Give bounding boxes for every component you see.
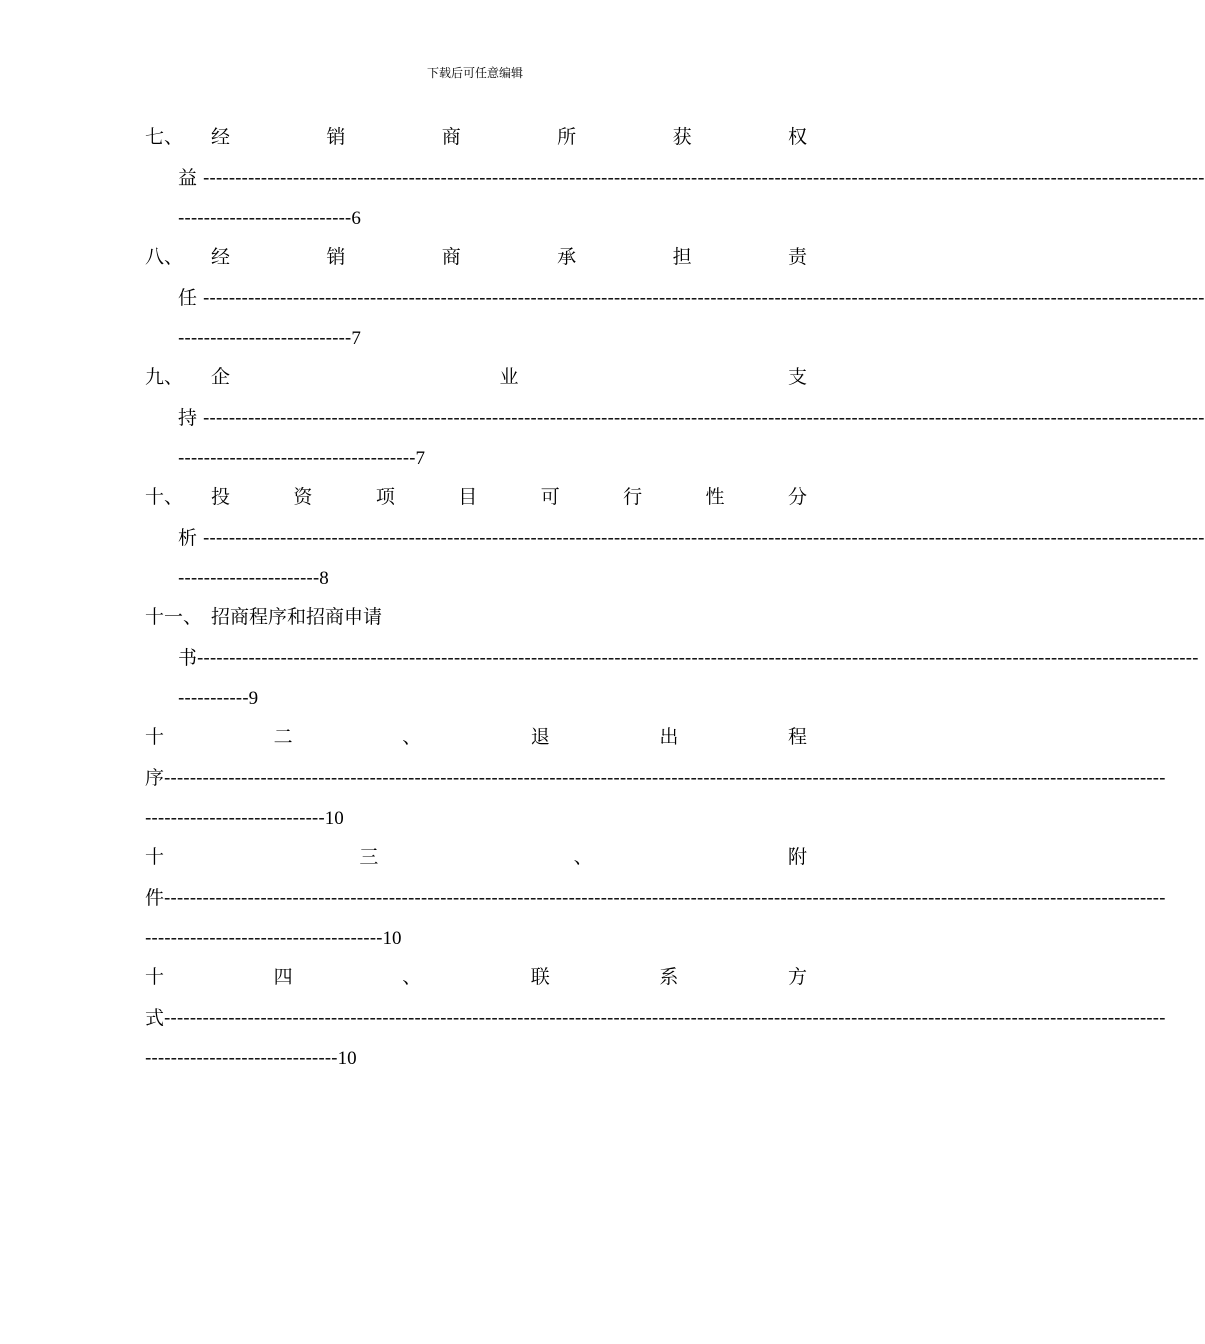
title-char: 承: [557, 246, 577, 268]
leader-dashes: ----------------------------: [145, 807, 325, 829]
title-char: 商: [441, 246, 461, 268]
toc-entry-13-tail: [145, 924, 402, 952]
cont-char: 益: [178, 167, 198, 189]
title-char: 十: [145, 846, 165, 868]
title-char: 退: [530, 726, 550, 748]
cont-char: 书: [178, 647, 198, 669]
toc-entry-13-cont: [145, 884, 1166, 912]
page-number[interactable]: 6: [351, 208, 361, 229]
toc-entry-9-title[interactable]: [211, 363, 807, 391]
toc-entry-9-tail: [178, 444, 425, 472]
toc-entry-13-title[interactable]: [145, 843, 807, 871]
title-char: 性: [705, 486, 725, 508]
leader-dashes: ------------------------------------------------------------------------------------------------------------------------------------------------------------: [203, 407, 1205, 429]
leader-dashes: ------------------------------------------------------------------------------------------------------------------------------------------------------------: [203, 287, 1205, 309]
title-char: 附: [787, 846, 807, 868]
toc-entry-14-title[interactable]: [145, 963, 807, 991]
title-char: 程: [787, 726, 807, 748]
toc-entry-7-prefix: 七、: [145, 126, 184, 148]
leader-dashes: ------------------------------------------------------------------------------------------------------------------------------------------------------------: [197, 647, 1199, 669]
toc-entry-9-prefix: 九、: [145, 366, 184, 388]
toc-entry-14-tail: [145, 1044, 357, 1072]
title-char: 经: [211, 246, 231, 268]
cont-char: 序: [145, 767, 165, 789]
title-char: 商: [441, 126, 461, 148]
leader-dashes: ---------------------------: [178, 327, 352, 349]
title-char: 目: [458, 486, 478, 508]
toc-entry-8-title[interactable]: [211, 243, 807, 271]
title-char: 投: [211, 486, 231, 508]
title-char: 十: [145, 726, 165, 748]
cont-char: 析: [178, 527, 198, 549]
title-char: 、: [402, 966, 422, 988]
title-char: 、: [402, 726, 422, 748]
title-char: 四: [273, 966, 293, 988]
leader-dashes: ------------------------------------------------------------------------------------------------------------------------------------------------------------: [164, 1007, 1166, 1029]
page-number[interactable]: 7: [415, 448, 426, 469]
leader-dashes: ------------------------------------------------------------------------------------------------------------------------------------------------------------: [203, 167, 1205, 189]
title-char: 获: [672, 126, 692, 148]
toc-entry-11-prefix: 十一、: [145, 606, 203, 628]
title-char: 十: [145, 966, 165, 988]
title-char: 、: [573, 846, 593, 868]
toc-entry-10-cont: [178, 524, 1205, 552]
leader-dashes: ------------------------------------------------------------------------------------------------------------------------------------------------------------: [203, 527, 1205, 549]
title-char: 联: [530, 966, 550, 988]
title-char: 销: [326, 246, 346, 268]
leader-dashes: -------------------------------------: [145, 927, 383, 949]
title-char: 二: [273, 726, 293, 748]
toc-entry-8-prefix: 八、: [145, 246, 184, 268]
title-char: 经: [211, 126, 231, 148]
page-header: 下载后可任意编辑: [426, 66, 523, 80]
page-number[interactable]: 10: [324, 808, 344, 829]
page-number[interactable]: 9: [248, 688, 259, 709]
title-char: 权: [787, 126, 807, 148]
toc-entry-8-tail: [178, 324, 361, 352]
toc-entry-11-tail: [178, 684, 258, 712]
page-number[interactable]: 10: [382, 928, 402, 949]
toc-entry-10-title[interactable]: [211, 483, 807, 511]
title-char: 系: [659, 966, 679, 988]
leader-dashes: ------------------------------: [145, 1047, 338, 1069]
title-char: 方: [787, 966, 807, 988]
toc-entry-8-cont: [178, 284, 1205, 312]
title-char: 三: [359, 846, 379, 868]
title-char: 支: [787, 366, 807, 388]
toc-entry-7-title[interactable]: [211, 123, 807, 151]
title-char: 资: [293, 486, 313, 508]
title-char: 责: [787, 246, 807, 268]
title-char: 销: [326, 126, 346, 148]
toc-entry-10-tail: [178, 564, 329, 592]
leader-dashes: ------------------------------------------------------------------------------------------------------------------------------------------------------------: [164, 767, 1166, 789]
cont-char: 持: [178, 407, 198, 429]
toc-entry-12-tail: [145, 804, 344, 832]
leader-dashes: ---------------------------: [178, 207, 352, 229]
cont-char: 任: [178, 287, 198, 309]
toc-entry-14-cont: [145, 1004, 1166, 1032]
title-char: 出: [659, 726, 679, 748]
leader-dashes: -------------------------------------: [178, 447, 416, 469]
toc-entry-7-tail: [178, 204, 361, 232]
cont-char: 件: [145, 887, 165, 909]
title-char: 可: [540, 486, 560, 508]
page-number[interactable]: 7: [351, 328, 361, 349]
page-number[interactable]: 8: [319, 568, 329, 589]
title-char: 分: [787, 486, 807, 508]
leader-dashes: ----------------------: [178, 567, 320, 589]
cont-char: 式: [145, 1007, 165, 1029]
leader-dashes: -----------: [178, 687, 249, 709]
toc-entry-7-cont: [178, 164, 1205, 192]
title-char: 企: [211, 366, 231, 388]
toc-entry-12-title[interactable]: [145, 723, 807, 751]
title-char: 行: [623, 486, 643, 508]
toc-entry-9-cont: [178, 404, 1205, 432]
toc-entry-11-title[interactable]: 招商程序和招商申请: [211, 606, 383, 628]
title-char: 担: [672, 246, 692, 268]
toc-entry-12-cont: [145, 764, 1166, 792]
toc-entry-11-cont: [178, 644, 1199, 672]
title-char: 所: [557, 126, 577, 148]
page-number[interactable]: 10: [337, 1048, 357, 1069]
toc-entry-10-prefix: 十、: [145, 486, 184, 508]
leader-dashes: ------------------------------------------------------------------------------------------------------------------------------------------------------------: [164, 887, 1166, 909]
title-char: 项: [375, 486, 395, 508]
title-char: 业: [499, 366, 519, 388]
